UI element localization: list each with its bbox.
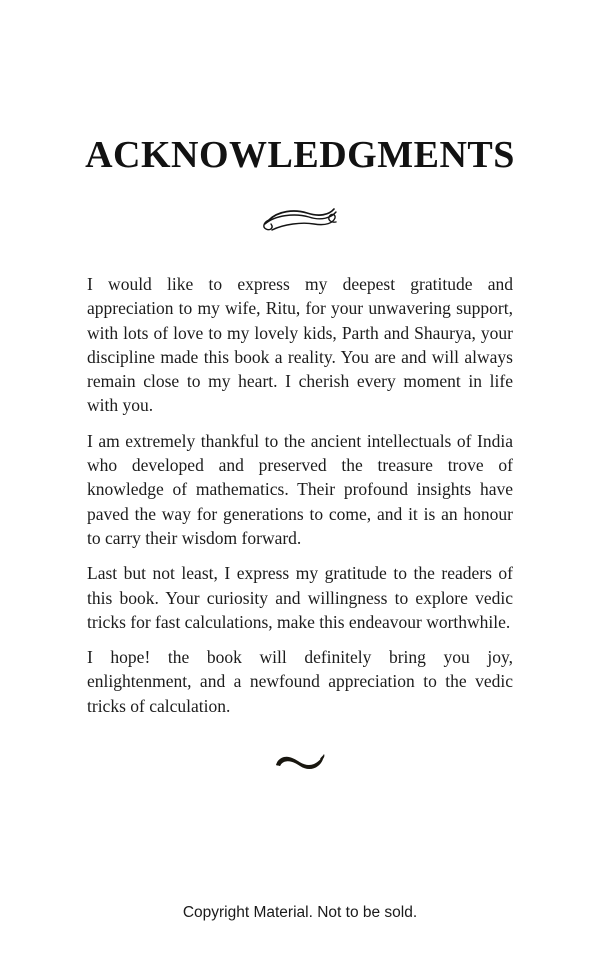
acknowledgment-text bbox=[87, 272, 513, 718]
bottom-ornament bbox=[0, 748, 600, 782]
paragraph-3: Last but not least, I express my gratitude to the readers of this book. Your curiosity and willingness to explore vedic tricks for fast calculations, make this endeavour worthwhile. bbox=[87, 563, 513, 632]
paragraph-1: I would like to express my deepest gratitude and appreciation to my wife, Ritu, for your unwavering support, with lots of love to my lovely kids, Parth and Shaurya, your discipline made this book a reality. You are and will always remain close to my heart. I cherish every moment in life with you. bbox=[87, 274, 513, 416]
calligraphic-flourish-icon bbox=[260, 200, 340, 242]
page-title: ACKNOWLEDGMENTS bbox=[85, 134, 515, 176]
copyright-notice: Copyright Material. Not to be sold. bbox=[182, 904, 418, 921]
paragraph-2: I am extremely thankful to the ancient intellectuals of India who developed and preserved the treasure trove of knowledge of mathematics. Their profound insights have paved the way for generations to come, and it is an honour to carry their wisdom forward. bbox=[87, 430, 513, 548]
top-ornament bbox=[0, 200, 600, 244]
paragraph-4: I hope! the book will definitely bring you joy, enlightenment, and a newfound appreciation to the vedic tricks of calculation. bbox=[87, 647, 513, 716]
bold-tilde-icon bbox=[273, 748, 327, 776]
